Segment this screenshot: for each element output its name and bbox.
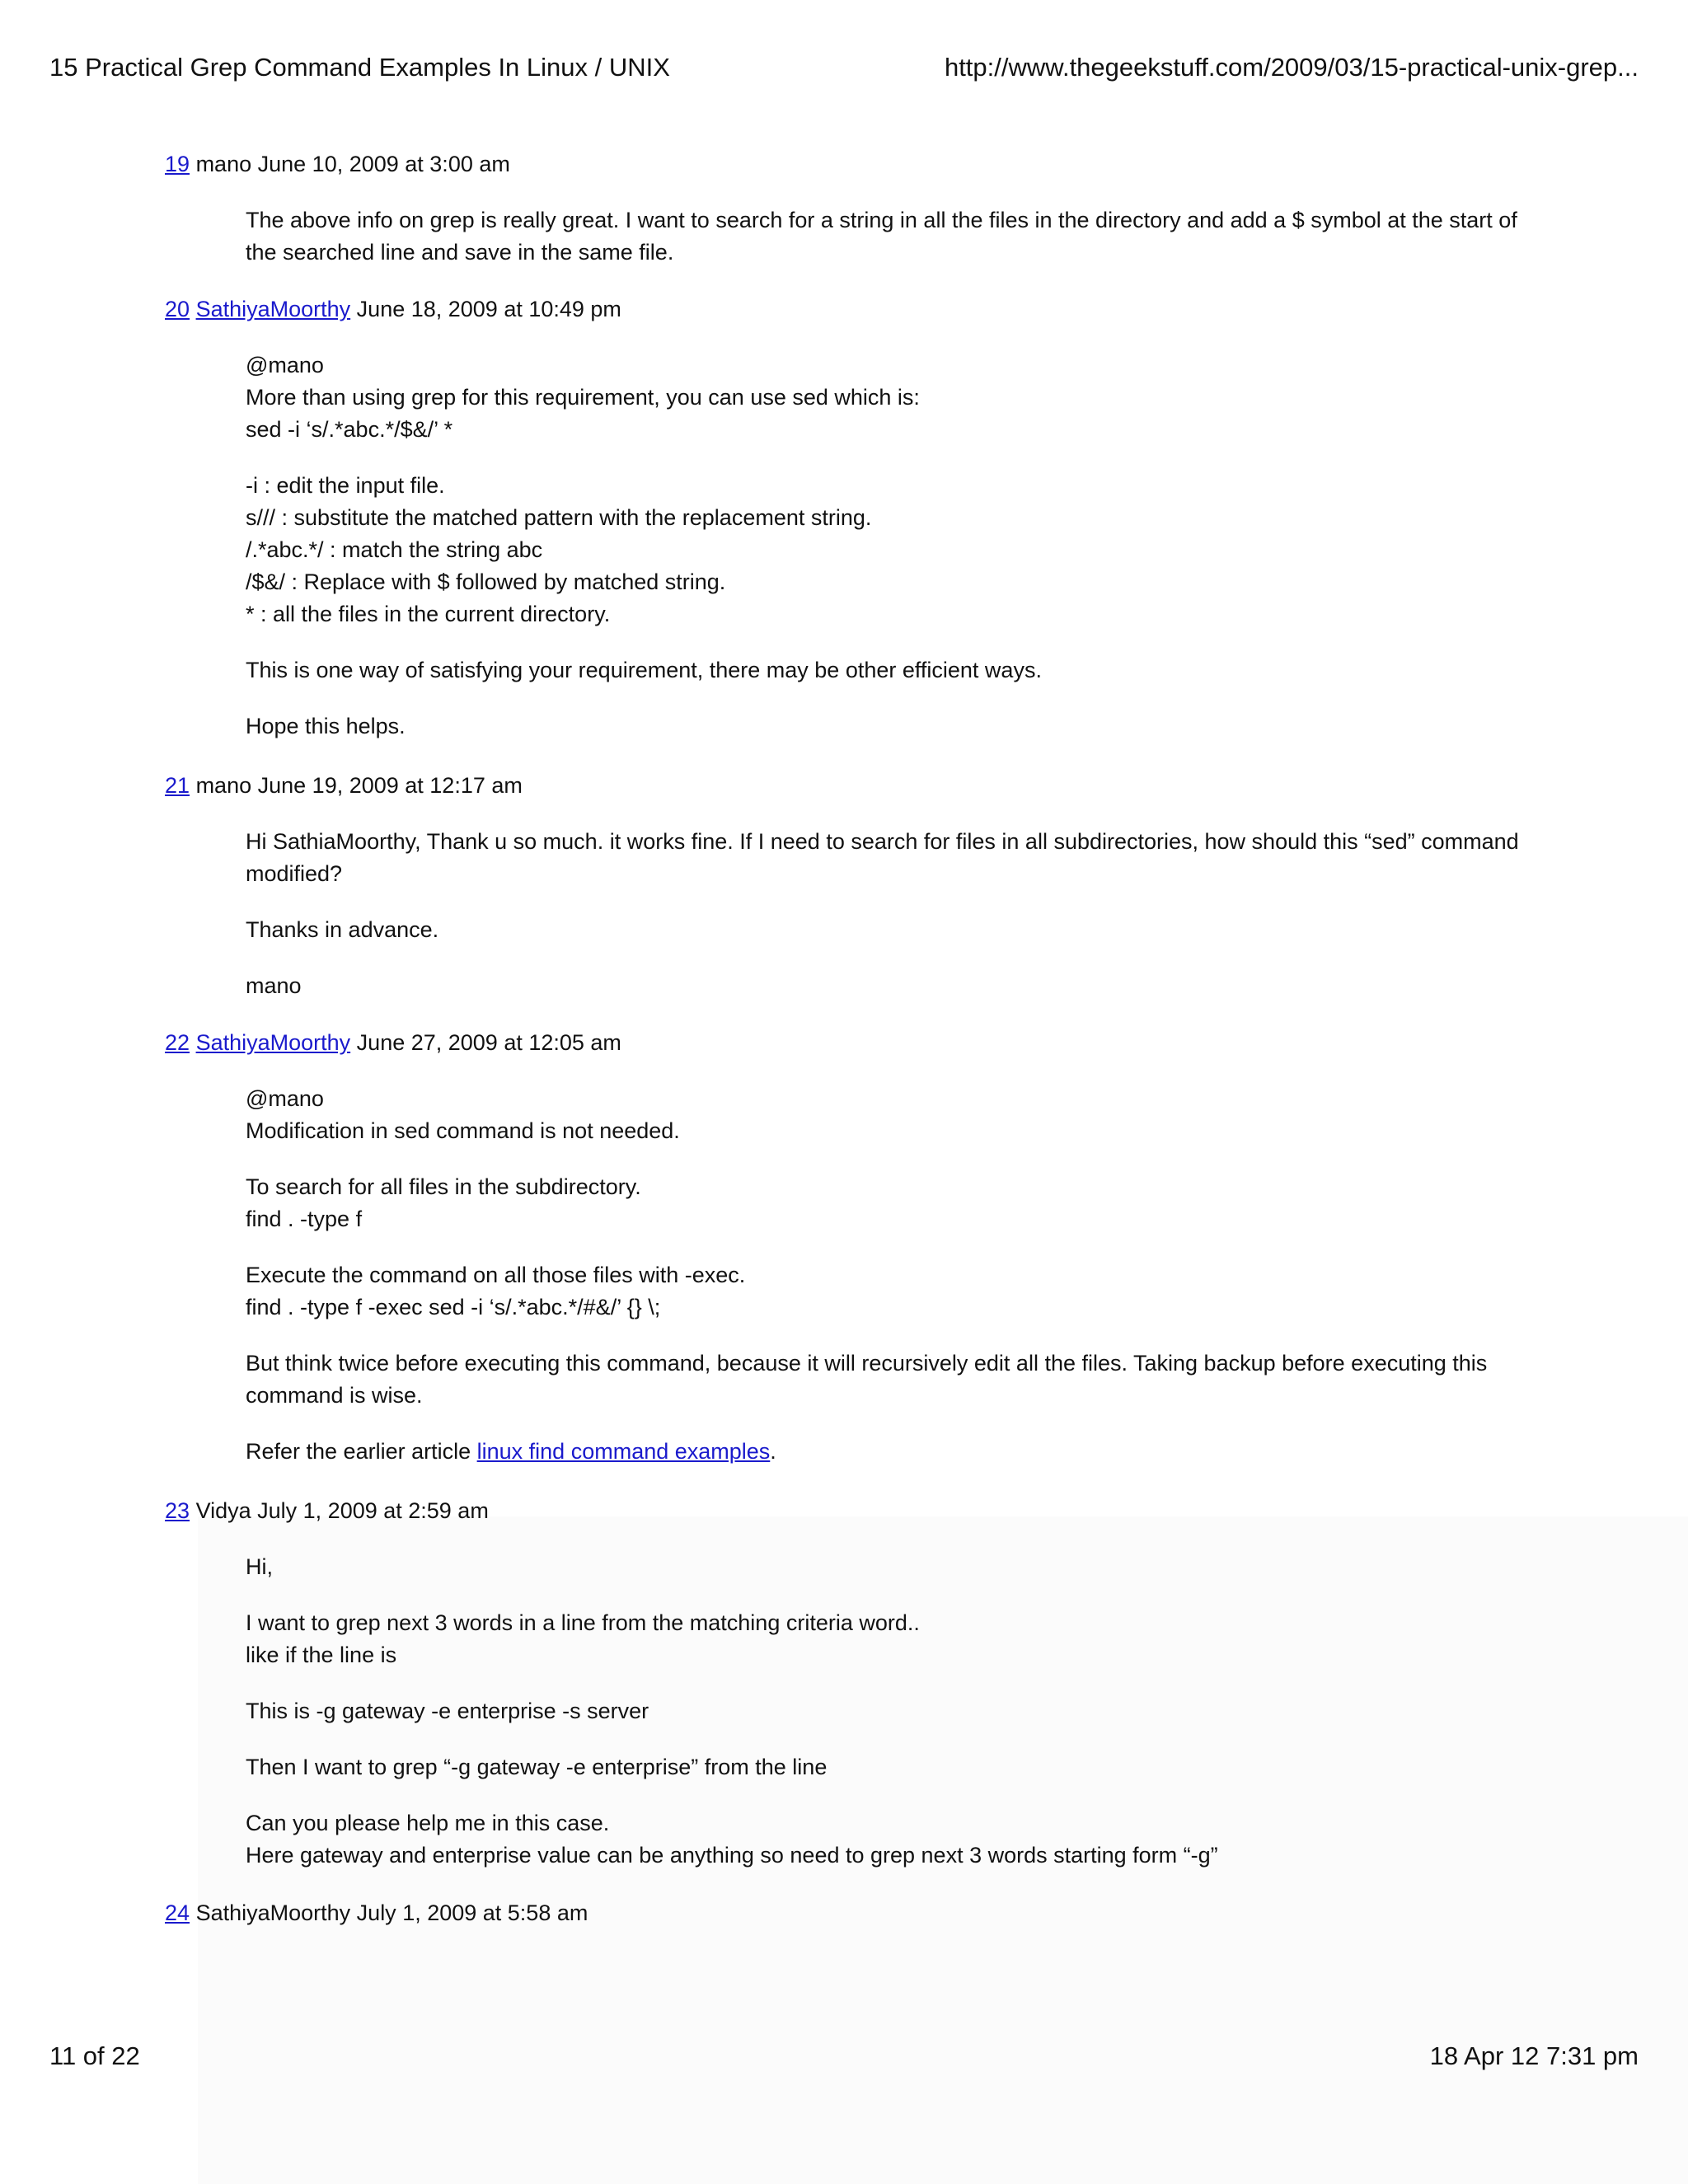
- comment-header: [165, 1495, 489, 1526]
- comment-paragraph: @mano Modification in sed command is not needed.: [246, 1086, 680, 1143]
- comment-header: [165, 770, 523, 801]
- comment-body: [246, 826, 1531, 1002]
- comment-number-link[interactable]: 19: [165, 152, 190, 176]
- comment-paragraph: Then I want to grep “-g gateway -e enterprise” from the line: [246, 1755, 828, 1779]
- comment-header: [165, 293, 621, 325]
- comment-paragraph: This is -g gateway -e enterprise -s server: [246, 1699, 649, 1723]
- page-number: 11 of 22: [49, 2041, 140, 2070]
- comment-date: June 27, 2009 at 12:05 am: [356, 1030, 621, 1055]
- comment-date: June 18, 2009 at 10:49 pm: [356, 297, 621, 321]
- print-datetime: 18 Apr 12 7:31 pm: [1429, 2041, 1639, 2070]
- comment-paragraph: The above info on grep is really great. I want to search for a string in all the files in the directory and add a $ symbol at the start of the searched line and save in the same file.: [246, 208, 1517, 265]
- comment-number-link[interactable]: 22: [165, 1030, 190, 1055]
- comment-date: June 10, 2009 at 3:00 am: [257, 152, 510, 176]
- comment-date: July 1, 2009 at 2:59 am: [257, 1498, 489, 1523]
- comment-body: [246, 349, 1531, 743]
- comment-header: [165, 1897, 588, 1929]
- comment-author: SathiyaMoorthy: [195, 1900, 351, 1925]
- comment-paragraph: Hi,: [246, 1554, 273, 1579]
- comment-header: [165, 1027, 621, 1058]
- comment-body: [246, 1551, 1531, 1872]
- comment-paragraph: But think twice before executing this command, because it will recursively edit all the files. Taking backup before executing this command is wise.: [246, 1351, 1488, 1408]
- comment-author: mano: [195, 773, 252, 798]
- comment-paragraph: -i : edit the input file. s/// : substitute the matched pattern with the replacement string. /.*abc.*/ : match the string abc /$&/ : Replace with $ followed by matched string. * : all the files in the current directory.: [246, 473, 872, 626]
- comment-author: Vidya: [195, 1498, 251, 1523]
- comment-date: July 1, 2009 at 5:58 am: [356, 1900, 588, 1925]
- comment-paragraph: To search for all files in the subdirectory. find . -type f: [246, 1174, 641, 1231]
- page-url: http://www.thegeekstuff.com/2009/03/15-practical-unix-grep...: [944, 53, 1639, 82]
- comment-number-link[interactable]: 21: [165, 773, 190, 798]
- comment-paragraph: Execute the command on all those files with -exec. find . -type f -exec sed -i ‘s/.*abc.*/#&/’ {} \;: [246, 1263, 746, 1319]
- comment-paragraph: @mano More than using grep for this requirement, you can use sed which is: sed -i ‘s/.*abc.*/$&/’ *: [246, 353, 920, 442]
- comment-header: [165, 148, 510, 180]
- comment-paragraph: Thanks in advance.: [246, 917, 439, 942]
- comment-author-link[interactable]: SathiyaMoorthy: [195, 1030, 351, 1055]
- comment-paragraph: mano: [246, 973, 302, 998]
- comment-number-link[interactable]: 23: [165, 1498, 190, 1523]
- comment-body: [246, 1083, 1531, 1468]
- comment-body: [246, 204, 1531, 269]
- comment-author: mano: [195, 152, 252, 176]
- page-title: 15 Practical Grep Command Examples In Linux / UNIX: [49, 53, 670, 82]
- comment-paragraph: Hi SathiaMoorthy, Thank u so much. it works fine. If I need to search for files in all subdirectories, how should this “sed” command modified?: [246, 829, 1519, 886]
- find-command-article-link[interactable]: linux find command examples: [476, 1439, 771, 1464]
- comment-number-link[interactable]: 24: [165, 1900, 190, 1925]
- comment-paragraph: This is one way of satisfying your requirement, there may be other efficient ways.: [246, 658, 1042, 682]
- comment-paragraph: Can you please help me in this case. Here gateway and enterprise value can be anything so need to grep next 3 words starting form “-g”: [246, 1811, 1218, 1868]
- comment-author-link[interactable]: SathiyaMoorthy: [195, 297, 351, 321]
- comment-paragraph: Hope this helps.: [246, 714, 406, 738]
- comment-number-link[interactable]: 20: [165, 297, 190, 321]
- comment-paragraph: I want to grep next 3 words in a line from the matching criteria word.. like if the line is: [246, 1610, 920, 1667]
- comment-date: June 19, 2009 at 12:17 am: [257, 773, 523, 798]
- comment-paragraph: Refer the earlier article linux find command examples.: [246, 1439, 776, 1464]
